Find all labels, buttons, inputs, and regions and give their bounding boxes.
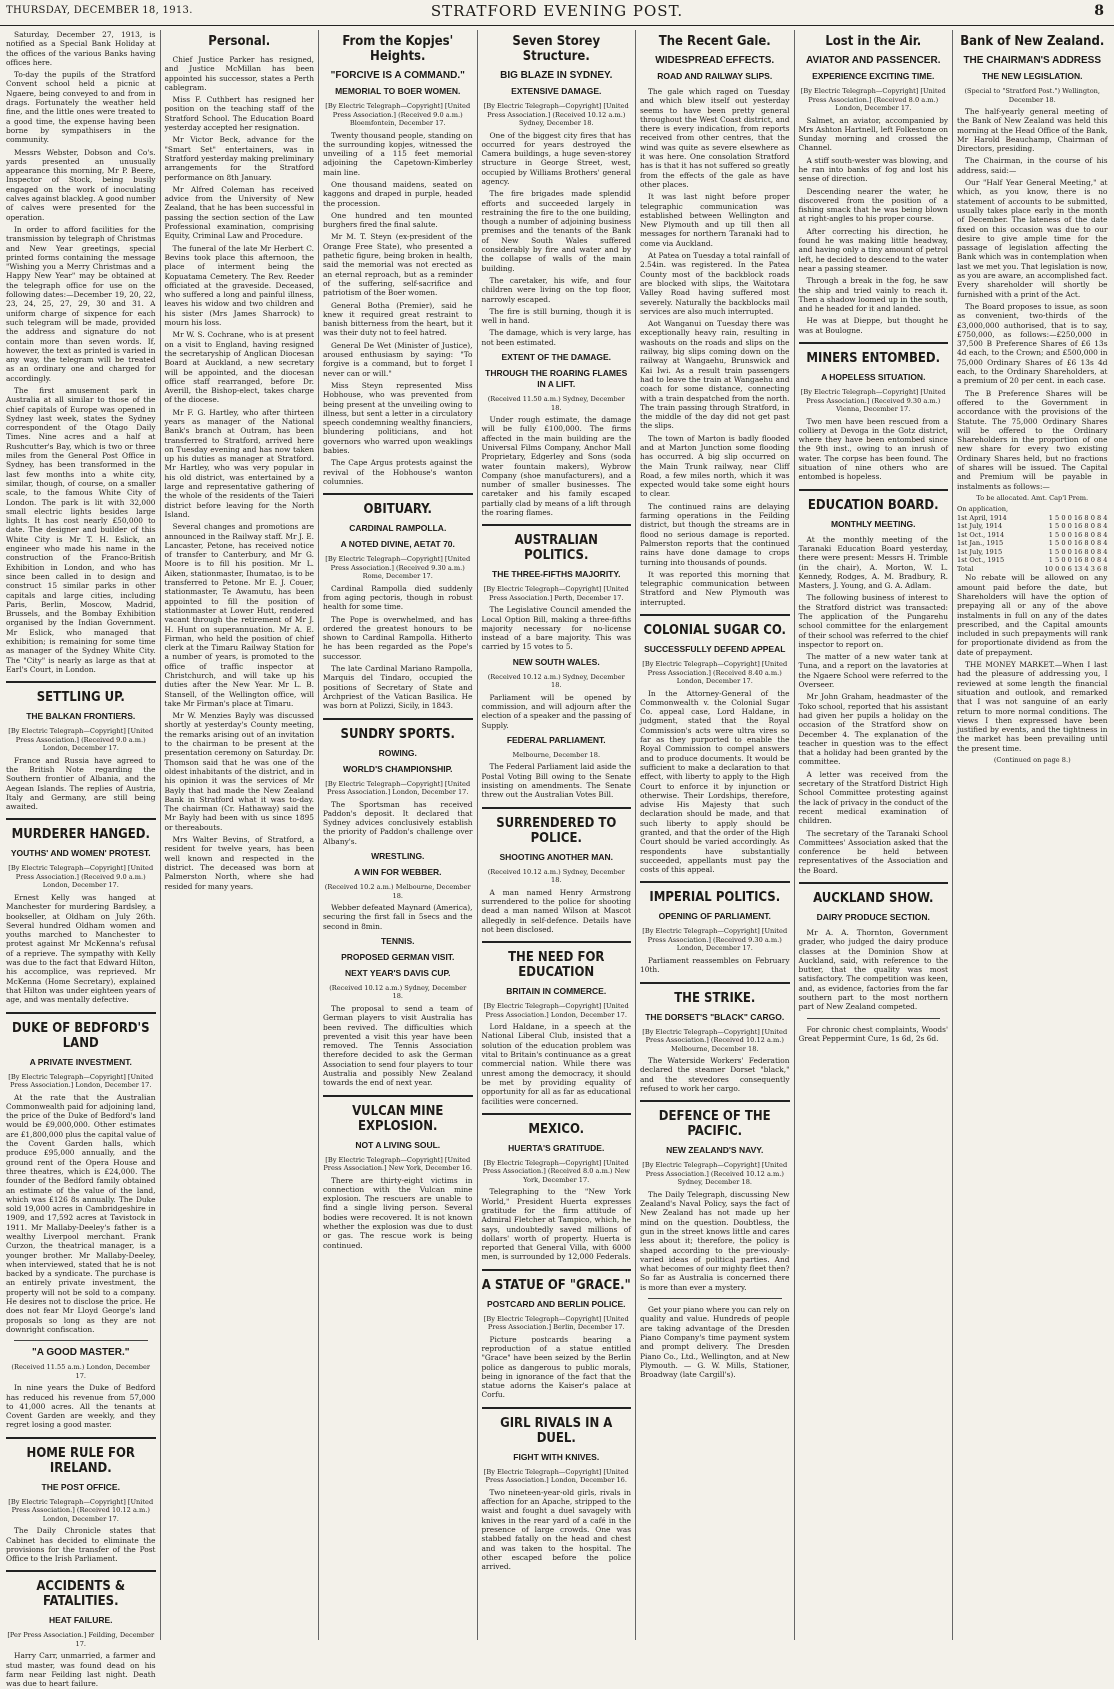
article-paragraph: The proposal to send a team of German players to visit Australia has been revived. The difficulties which prevented a visit this year have been removed. The Tennis Association therefore decided to ask the German Association to send four players to tour Australia and possibly New Zealand towards the end of next year. (323, 1003, 473, 1088)
dateline: [By Electric Telegraph—Copyright] [United Press Association.] (Received 8.0 a.m.) London, December 17. (800, 87, 946, 112)
dateline: (Received 11.50 a.m.) Sydney, December 18. (487, 395, 625, 412)
article-subheading: EXTENSIVE DAMAGE. (511, 86, 602, 96)
dateline: [By Electric Telegraph—Copyright] [United Press Association.] (Received 10.12 a.m.) London, December 17. (8, 1497, 154, 1523)
table-row: 1st April, 1914 1 5 0 0 16 8 0 8 4 (957, 513, 1108, 522)
article-paragraph: Mr Alfred Coleman has received advice from the University of New Zealand, that he has been successful in passing the section section of the Law Professional examination, comprising Equity, Criminal Law and Procedure. (164, 184, 314, 241)
article-subheading: MEMORIAL TO BOER WOMEN. (335, 86, 461, 96)
article-subheading: NEW SOUTH WALES. (512, 656, 600, 667)
article-subheading: A WIN FOR WEBBER. (353, 867, 442, 878)
divider (799, 489, 949, 491)
article-paragraph: One thousand maidens, seated on kaggons and draped in purple, headed the procession. (323, 179, 473, 208)
article-paragraph: The Chairman, in the course of his address, said:— (957, 156, 1108, 175)
article-paragraph: At the monthly meeting of the Taranaki Education Board yesterday, there were present: Messrs H. Trimble (in the chair), A. Morton, W. L. Kennedy, Rodges, A. M. Bradbury, R. Masters, J. Young, and G. A. Adlam. (798, 534, 948, 591)
dateline: (Received 11.55 a.m.) London, December 17. (11, 1363, 151, 1380)
divider (482, 1269, 632, 1271)
article-paragraph: After correcting his direction, he found he was making little headway, and having only a tiny amount of petrol left, he decided to descend to the water near a passing steamer. (798, 226, 948, 273)
article-subheading: "FORCIVE IS A COMMAND." (330, 70, 465, 81)
article-headline: Personal. (208, 34, 271, 49)
article-headline: The Recent Gale. (658, 34, 771, 49)
divider (6, 1437, 156, 1439)
article-paragraph: The Daily Chronicle states that Cabinet has decided to eliminate the provisions for the transfer of the Post Office to the Irish Parliament. (6, 1526, 156, 1564)
article-headline: ACCIDENTS & FATALITIES. (36, 1579, 126, 1610)
masthead (0, 0, 1114, 26)
article-subheading: TENNIS. (380, 935, 415, 946)
article-headline: MEXICO. (528, 1121, 585, 1137)
divider (482, 1407, 632, 1409)
article-paragraph: No rebate will be allowed on any amount paid before the date, but Shareholders will have the option of prepaying all or any of the above instalments in full on any of the dates prescribed, and the Capital amounts included in such prepayments will rank for proportionate dividend as from the date of prepayment. (957, 573, 1108, 657)
divider (799, 342, 949, 344)
article-paragraph: Saturday, December 27, 1913, is notified as a Special Bank Holiday at the offices of the various Banks having offices here. (6, 30, 156, 67)
column-7 (953, 30, 1112, 1640)
article-subheading: ROAD AND RAILWAY SLIPS. (657, 71, 773, 81)
issue-date: THURSDAY, DECEMBER 18, 1913. (6, 5, 193, 16)
article-subheading: WRESTLING. (371, 851, 425, 862)
columns (2, 30, 1112, 1689)
article-subheading: "A GOOD MASTER." (32, 1347, 130, 1359)
column-1 (2, 30, 161, 1689)
article-paragraph: The funeral of the late Mr Herbert C. Bevins took place this afternoon, the place of interment being the Kopuatama Cemetery. The Rev. Reeder officiated at the graveside. Deceased, who suffered a long and painful illness, leaves his widow and two children and his sister (Mrs James Sharrock) to mourn his loss. (164, 243, 314, 328)
article-paragraph: The half-yearly general meeting of the Bank of New Zealand was held this morning at the Head Office of the Bank, Mr Harold Beauchamp, Chairman of Directors, presiding. (957, 107, 1108, 154)
dateline: [By Electric Telegraph—Copyright] [United Press Association.] (Received 9.30 a.m.) London, December 17. (642, 927, 788, 953)
article-subheading: THE DORSET'S "BLACK" CARGO. (645, 1011, 785, 1022)
article-paragraph: Mr F. G. Hartley, who after thirteen years as manager of the National Bank's branch at Outram, has been transferred to Stratford, arrived here on Tuesday evening and has now taken up his duties as manager at Stratford. Mr Hartley, who was very popular in his old district, was entertained by a large and representative gathering of the whole of the residents of the Taieri district before leaving for the North Island. (164, 407, 314, 519)
article-paragraph: The caretaker, his wife, and four children were living on the top floor, narrowly escaped. (481, 275, 631, 304)
article-subheading: WIDESPREAD EFFECTS. (655, 55, 775, 66)
article-paragraph: The late Cardinal Mariano Rampolla, Marquis del Tindaro, occupied the positions of Secretary of State and Archpriest of the Vatican Basilica. He was born at Polizzi, Sicily, in 1843. (323, 664, 473, 711)
article-paragraph: Descending nearer the water, he discovered from the position of a fishing smack that he was being blown at right-angles to his proper course. (798, 186, 948, 224)
article-paragraph: Mr W. Menzies Bayly was discussed shortly at yesterday's County meeting, the remarks arising out of an invitation to the chairman to be present at the presentation ceremony on Saturday. Dr. Thomson said that he was one of the oldest inhabitants of the district, and in his opinion it was the services of Mr Bayly that had made the New Zealand Bank in Stratford what it was to-day. The chairman (Cr. Hathaway) said the Mr Bayly had been with us since 1895 or thereabouts. (164, 711, 314, 832)
column-5 (636, 30, 795, 1640)
article-paragraph: The Federal Parliament laid aside the Postal Voting Bill owing to the Senate insisting on amendments. The Senate threw out the Australian Votes Bill. (481, 762, 631, 800)
article-paragraph: The damage, which is very large, has not been estimated. (481, 328, 631, 347)
article-headline: SURRENDERED TO POLICE. (496, 815, 617, 846)
article-headline: COLONIAL SUGAR CO. (643, 623, 786, 639)
article-headline: DEFENCE OF THE PACIFIC. (658, 1109, 771, 1140)
article-paragraph: There are thirty-eight victims in connection with the Vulcan mine explosion. The rescuers are unable to find a single living person. Several bodies were recovered. It is not known whether the explosion was due to dust or gas. The rescue work is being continued. (323, 1175, 473, 1250)
table-row: On application, (957, 505, 1009, 514)
article-paragraph: Several changes and promotions are announced in the Railway staff. Mr J. E. Lancaster, Petone, has received notice of transfer to Canterbury, and Mr G. Moore is to fill his position. Mr L. Aiken, stationmaster, Ihumatao, is to be transferred to Petone. Mr E. J. Couer, stationmaster, Te Awamutu, has been appointed to fill the position of stationmaster at Lower Hutt, rendered vacant through the retirement of Mr J. H. Hunt on superannuation. Mr A. E. Firman, who held the position of chief clerk at the Timaru Railway Station for a number of years, is promoted to the office of traffic inspector at Christchurch, and will take up his duties after the New Year. Mr L. B. Stansell, of the Wellington office, will take Mr Firman's place at Timaru. (164, 522, 314, 708)
dateline: [By Electric Telegraph—Copyright] [United Press Association.] (Received 9.0 a.m.) London, December 17. (8, 727, 154, 753)
article-paragraph: Our "Half Year General Meeting," at which, as you know, there is no statement of accounts to be submitted, usually takes place early in the month of December. The lateness of the date fixed on this occasion was due to our desire to give ample time for the passage of legislation affecting the Bank which was in contemplation when last we met you. That legislation is now, as you are aware, an accomplished fact. Every shareholder will shortly be furnished with a print of the Act. (957, 178, 1108, 299)
article-paragraph: In order to afford facilities for the transmission by telegraph of Christmas and New Year greetings, special printed forms containing the message "Wishing you a Merry Christmas and a Happy New Year" may be obtained at the telegraph office for use on the following dates:—December 19, 20, 22, 23, 24, 25, 27, 29, 30 and 31. A uniform charge of sixpence for each such telegram will be made, provided the address and signature do not contain more than seven words. If, however, the text as printed is varied in any way, the telegram will be treated as an ordinary one and charged for accordingly. (6, 224, 156, 383)
article-paragraph: The following business of interest to the Stratford district was transacted: The application of the Pungarehu school committee for the enlargement of their school was referred to the chief inspector to report on. (798, 593, 948, 649)
dateline: [By Electric Telegraph—Copyright] [United Press Association.] (Received 8.0 a.m.) New York, December 17. (482, 1158, 630, 1184)
article-paragraph: France and Russia have agreed to the British Note regarding the Southern frontier of Albania, and the Aegean Islands. The replies of Austria, Italy and Germany, are still being awaited. (6, 755, 156, 812)
article-paragraph: Ernest Kelly was hanged at Manchester for murdering Bardsley, a bookseller, at Oldham on July 26th. Several hundred Oldham women and youths marched to Manchester to protest against Mr McKenna's refusal of a reprieve. The sympathy with Kelly was due to the fact that Edward Hilton, his accomplice, was reprieved. Mr McKenna (Home Secretary), explained that Hilton was under eighteen years of age, and was mentally defective. (6, 892, 156, 1005)
article-headline: Bank of New Zealand. (960, 34, 1105, 49)
article-paragraph: Mr M. T. Steyn (ex-president of the Orange Free State), who presented a pathetic figure, being broken in health, said the memorial was not erected as an eternal reproach, but as a reminder of the suffering, self-sacrifice and patriotism of the Boer women. (323, 232, 473, 298)
divider (482, 807, 632, 809)
article-headline: MURDERER HANGED. (11, 827, 150, 843)
article-headline: AUSTRALIAN POLITICS. (514, 533, 598, 564)
article-paragraph: Telegraphing to the "New York World," President Huerta expresses gratitude for the firm attitude of Admiral Fletcher at Tampico, which, he says, undoubtedly saved millions of dollars' worth of property. Huerta is reported that General Villa, with 6000 men, is surrounded by 12,000 Federals. (481, 1187, 631, 1262)
dateline: [By Electric Telegraph—Copyright] [United Press Association.] (Received 10.12 a.m.) Sydney, December 18. (642, 1161, 788, 1187)
article-paragraph: The secretary of the Taranaki School Committees' Association asked that the conference be held between representatives of the Association and the Board. (798, 828, 948, 875)
article-headline: EDUCATION BOARD. (807, 497, 939, 513)
divider (482, 524, 632, 526)
article-paragraph: Aot Wanganui on Tuesday there was exceptionally heavy rain, resulting in washouts on the roads and slips on the railway, big slips coming down on the railway at Wangaehu, Brunswick and Kai Iwi. As a result train passengers had to leave the train at Wangaehu and coach for some distance, connecting with a train despatched from the north. The train passing through Stratford, in the middle of the day did not get past the slips. (640, 319, 790, 431)
article-paragraph: The Daily Telegraph, discussing New Zealand's Naval Policy, says the fact of New Zealand has not made up her mind on the question. Doubtless, the gun in the street knows little and cares less about it; therefore, the policy is shaped according to the pre-viously-varied ideas of political parties. And what becomes of our mighty fleet then? So far as Australia is concerned there is more than ever a mystery. (640, 1189, 790, 1292)
article-subheading: FIGHT WITH KNIVES. (513, 1451, 600, 1462)
divider (807, 1018, 941, 1019)
divider (648, 1298, 782, 1299)
dateline: (Received 10.2 a.m.) Melbourne, December 18. (324, 883, 471, 900)
dateline: [By Electric Telegraph—Copyright] [United Press Association.] (Received 8.40 a.m.) London, December 17. (642, 660, 788, 686)
divider (14, 1340, 148, 1341)
article-paragraph: It was last night before proper telegraphic communication was established between Wellington and New Plymouth and up till then all messages for northern Taranaki had to come via Auckland. (640, 192, 790, 248)
article-paragraph: Lord Haldane, in a speech at the National Liberal Club, insisted that a solution of the education problem was vital to Britain's continuance as a great commercial nation. While there was unrest among the democracy, it should be met by providing equality of opportunity for all as far as educational facilities were concerned. (481, 1022, 631, 1106)
dateline: (Received 10.12 a.m.) Sydney, December 18. (487, 867, 625, 885)
article-paragraph: Chief Justice Parker has resigned, and Justice McMillan has been appointed his successor, states a Perth cablegram. (164, 55, 314, 92)
article-headline: Seven Storey Structure. (512, 34, 601, 64)
advertisement: For chronic chest complaints, Woods' Great Peppermint Cure, 1s 6d, 2s 6d. (798, 1024, 948, 1043)
dateline: [By Electric Telegraph—Copyright] [United Press Association.] (Received 9.30 a.m.) Vienna, December 17. (800, 388, 946, 414)
page-number: 8 (1094, 3, 1104, 19)
dateline: [By Electric Telegraph—Copyright] [United Press Association.] London, December 17. (325, 779, 471, 797)
article-paragraph: The Legislative Council amended the Local Option Bill, making a three-fifths majority necessary for no-license instead of a bare majority. This was carried by 15 votes to 5. (481, 605, 631, 652)
article-paragraph: At Patea on Tuesday a total rainfall of 2.54in. was registered. In the Patea County most of the backblock roads are blocked with slips, the Waitotara Valley Road having suffered most severely. Naturally the backblocks mail services are also much interrupted. (640, 251, 790, 316)
article-paragraph: The Board proposes to issue, as soon as convenient, two-thirds of the £3,000,000 authorised, that is to say, £750,000, as follows:—£250,000 in 37,500 B Preference Shares of £6 13s 4d each, to the Crown; and £500,000 in 75,000 Ordinary Shares of £6 13s 4d each, to the Ordinary Shareholders, at a premium of 20 per cent. in each case. (957, 301, 1108, 386)
article-paragraph: The first amusement park in Australia at all similar to those of the chief capitals of Europe was opened in Sydney last week, states the Sydney correspondent of the Otago Daily Times. Nine acres and a half at Rushcutter's Bay, which is two or three miles from the General Post Office in Sydney, has been transformed in the last few months into a white city, similar, though, of course, on a smaller scale, to the famous White City of London. The park is lit with 32,000 small electric lights besides large lights. It has cost nearly £50,000 to date. The designer and builder of this White City is Mr T. H. Eslick, an engineer who made his name in the construction of the Franco-British Exhibition in London, and who has since been called in to design and construct 15 similar parks in other capitals and large cities, including Paris, Berlin, Moscow, Madrid, Brussels, and the Bombay Exhibition organised by the Indian Government. Mr Eslick, who managed that exhibition; is remaining for some time as manager of the Sydney White City. The "City" is nearly as large as that at Earl's Court, in London. (6, 385, 156, 674)
article-paragraph: Harry Carr, unmarried, a farmer and stud master, was found dead on his farm near Feilding last night. Death was due to heart failure. (6, 1651, 156, 1689)
article-headline: OBITUARY. (363, 502, 432, 518)
article-headline: THE NEED FOR EDUCATION (508, 950, 605, 981)
divider (323, 1095, 473, 1097)
article-subheading: NOT A LIVING SOUL. (355, 1139, 441, 1150)
article-paragraph: The town of Marton is badly flooded and at Marton Junction some flooding has occurred. A big slip occurred on the Main Trunk railway, near Cliff Road, a few miles north, which it was expected would take some eight hours to clear. (640, 433, 790, 499)
article-subheading: MONTHLY MEETING. (830, 518, 916, 529)
article-paragraph: Cardinal Rampolla died suddenly from aging pectoris, though in robust health for some time. (323, 583, 473, 612)
article-paragraph: At the rate that the Australian Commonwealth paid for adjoining land, the price of the Duke of Bedford's land would be £9,000,000. Other estimates are £1,800,000 plus the capital value of the Covent Garden halls, which produce £95,000 annually, and the ground rent of the Opera House and three theatres, which is £24,000. The founder of the Bedford family obtained an estimate of the value of the land, which was £126 8s annually. The Duke sold 19,000 acres in Cambridgeshire in 1909, and 17,592 acres at Tavistock in 1911. Mr Mallaby-Deeley's father is a wealthy Liverpool merchant. Frank Curzon, the theatrical manager, is a younger brother. Mr Mallaby-Deeley, when interviewed, stated that he is not backed by a syndicate. The purchase is an entirely private investment, the property will not be sold to a company. He desires not to disclose the price. He does not fear Mr Lloyd George's land proposals so long as they are not downright confiscation. (6, 1092, 156, 1334)
article-paragraph: One of the biggest city fires that has occurred for years destroyed the Camera buildings, a huge seven-storey structure in George Street, west, occupied by Williams Brothers' general agency. (481, 130, 631, 186)
divider (640, 881, 790, 883)
dateline: [By Electric Telegraph—Copyright] [United Press Association.] (Received 9.0 a.m.) London, December 17. (8, 864, 154, 890)
divider (640, 614, 790, 616)
article-headline: IMPERIAL POLITICS. (649, 890, 781, 906)
article-subheading: YOUTHS' AND WOMEN' PROTEST. (10, 848, 151, 859)
article-subheading: A NOTED DIVINE, AETAT 70. (340, 539, 455, 550)
article-paragraph: The Pope is overwhelmed, and has ordered the greatest honours to be shown to Cardinal Rampolla. Hitherto he has been regarded as the Pope's successor. (323, 614, 473, 661)
divider (323, 493, 473, 495)
article-headline: SETTLING UP. (36, 690, 125, 706)
article-subheading: SHOOTING ANOTHER MAN. (499, 851, 613, 862)
advertisement: Get your piano where you can rely on quality and value. Hundreds of people are taking advantage of the Dresden Piano Company's time payment system and prompt delivery. The Dresden Piano Co., Ltd., Wellington, and at New Plymouth. — G. W. Mills, Stationer, Broadway (late Cargill's). (640, 1305, 790, 1380)
article-paragraph: The Sportsman has received Paddon's deposit. It declared that Sydney advices conclusively establish the priority of Paddon's challenge over Albany's. (323, 799, 473, 846)
article-paragraph: A man named Henry Armstrong surrendered to the police for shooting dead a man named Wilson at Mascot allegedly in self-defence. Details have not been disclosed. (481, 887, 631, 934)
article-headline: SUNDRY SPORTS. (340, 726, 455, 742)
article-subheading: THROUGH THE ROARING FLAMES IN A LIFT. (485, 368, 628, 390)
dateline: [By Electric Telegraph—Copyright] [United Press Association.] (Received 10.12 a.m.) Melbourne, December 18. (642, 1027, 788, 1053)
dateline: [By Electric Telegraph—Copyright] [United Press Association.] (Received 9.30 a.m.) Rome, December 17. (325, 555, 471, 581)
dateline: [By Electric Telegraph—Copyright] [United Press Association.] London, December 17. (483, 1002, 629, 1019)
article-headline: THE STRIKE. (674, 990, 756, 1006)
article-paragraph: One hundred and ten mounted burghers fired the final salute. (323, 210, 473, 230)
article-paragraph: In nine years the Duke of Bedford has reduced his revenue from 57,000 to 41,000 acres. All the tenants at Covent Garden are weekly, and they regret losing a good master. (6, 1383, 156, 1430)
dateline: (Received 10.12 a.m.) Sydney, December 18. (487, 672, 625, 690)
article-subheading: HEAT FAILURE. (48, 1615, 113, 1626)
article-paragraph: Mr Victor Beck, advance for the "Smart Set" entertainers, was in Stratford yesterday making preliminary arrangements for the Stratford performance on 8th January. (164, 135, 314, 182)
article-headline: GIRL RIVALS IN A DUEL. (500, 1415, 613, 1446)
dateline: [Per Press Association.] Feilding, December 17. (7, 1631, 155, 1648)
article-paragraph: Salmet, an aviator, accompanied by Mrs Ashton Hartnell, left Folkestone on Sunday morning and crossed the Channel. (798, 115, 948, 153)
table-row: 1st July, 1915 1 5 0 0 16 8 0 8 4 (957, 547, 1108, 556)
article-paragraph: The Cape Argus protests against the revival of the Hobhouse's wanton columnies. (323, 458, 473, 486)
article-paragraph: Messrs Webster, Dobson and Co's. yards presented an unusually appearance this morning, Mr P. Beere, Inspector of Stock, being busily engaged on the work of inoculating calves against blackleg. A good number of calves were presented for the operation. (6, 147, 156, 222)
article-headline: DUKE OF BEDFORD'S LAND (11, 1020, 150, 1051)
dateline: [By Electric Telegraph—Copyright] [United Press Association.] New York, December 16. (323, 1155, 473, 1173)
table-row: 1st Oct., 1915 1 5 0 0 16 8 0 8 4 (957, 556, 1108, 565)
article-headline: HOME RULE FOR IRELAND. (26, 1445, 135, 1476)
dateline: [By Electric Telegraph—Copyright] [United Press Association.] London, December 16. (483, 1467, 629, 1485)
article-paragraph: General De Wet (Minister of Justice), aroused enthusiasm by saying: "To forgive is a command, but to forget I never can or will." (323, 340, 473, 378)
dateline: [By Electric Telegraph—Copyright] [United Press Association.] London, December 17. (8, 1072, 154, 1090)
article-subheading: THE BALKAN FRONTIERS. (26, 711, 136, 722)
divider (6, 1012, 156, 1014)
column-4 (478, 30, 637, 1640)
article-subheading: THE POST OFFICE. (41, 1481, 120, 1492)
allocation-heading: To be allocated. Amt. Cap'l Prem. (976, 493, 1089, 502)
article-paragraph: Mr W. S. Cochrane, who is at present on a visit to England, having resigned the secretaryship of Anglican Diocesan Board at Auckland, a new secretary will be appointed, and the diocesan office staff rearranged, before Dr. Averill, the Bishop-elect, takes charge of the diocese. (164, 330, 314, 405)
article-paragraph: Parliament will be opened by commission, and will adjourn after the election of a speaker and the passing of Supply. (481, 692, 631, 730)
article-subheading: EXTENT OF THE DAMAGE. (501, 352, 612, 363)
dateline: [By Electric Telegraph—Copyright] [United Press Association.] (Received 10.12 a.m.) Sydney, December 18. (483, 102, 629, 127)
article-paragraph: THE MONEY MARKET.—When I last had the pleasure of addressing you, I reviewed at some length the financial situation and outlook, and remarked that I was not sanguine of an early return to more normal conditions. The views I then expressed have been justified by events, and the tightness in the market has been prevailing until the present time. (957, 660, 1108, 753)
article-paragraph: Under rough estimate, the damage will be fully £100,000. The firms affected in the main building are the Universal Films Company, Anchor Mall Proprietary, Edgerley and Sons (soda water fountain makers), Wybrow Company (shoe manufacturers), and a number of smaller businesses. The caretaker and his family escaped partially clad by means of a lift through the roaring flames. (481, 415, 631, 517)
article-subheading: EXPERIENCE EXCITING TIME. (812, 71, 935, 81)
article-paragraph: Mr John Graham, headmaster of the Toko school, reported that his assistant had given her pupils a holiday on the occasion of the Stratford show on December 4. The explanation of the teacher in question was to the effect that a holiday had been granted by the committee. (798, 692, 948, 767)
continued-note: (Continued on page 8.) (993, 756, 1071, 765)
article-headline: AUCKLAND SHOW. (813, 891, 934, 906)
article-paragraph: Twenty thousand people, standing on the surrounding kopjes, witnessed the unveiling of a 115 feet memorial adjoining the Capetown-Kimberley main line. (323, 130, 473, 177)
article-subheading: A HOPELESS SITUATION. (821, 372, 926, 383)
table-row: 1st July, 1914 1 5 0 0 16 8 0 8 4 (957, 522, 1108, 531)
dateline: (Received 10.12 a.m.) Sydney, December 18. (329, 983, 467, 1001)
article-subheading: ROWING. (378, 747, 417, 758)
dateline: [By Electric Telegraph—Copyright] [United Press Association.] Berlin, December 17. (483, 1314, 629, 1332)
article-subheading: THE NEW LEGISLATION. (982, 71, 1083, 81)
article-paragraph: Miss F. Cuthbert has resigned her position on the teaching staff of the Stratford School. The Education Board yesterday accepted her resignation. (164, 95, 314, 133)
article-subheading: POSTCARD AND BERLIN POLICE. (486, 1298, 626, 1309)
divider (482, 1113, 632, 1115)
divider (640, 982, 790, 984)
article-subheading: A PRIVATE INVESTMENT. (29, 1056, 132, 1067)
article-paragraph: Webber defeated Maynard (America), securing the first fall in 5secs and the second in 8min. (323, 903, 473, 931)
article-subheading: OPENING OF PARLIAMENT. (658, 911, 771, 922)
article-subheading: HUERTA'S GRATITUDE. (508, 1142, 605, 1153)
article-subheading: CARDINAL RAMPOLLA. (349, 523, 447, 534)
article-subheading: BIG BLAZE IN SYDNEY. (500, 70, 613, 81)
article-headline: From the Kopjes' Heights. (342, 34, 454, 64)
dateline: [By Electric Telegraph—Copyright] [United Press Association.] Perth, December 17. (483, 585, 629, 602)
article-subheading: THE THREE-FIFTHS MAJORITY. (492, 569, 621, 580)
paper-title: STRATFORD EVENING POST. (430, 2, 684, 20)
article-paragraph: It was reported this morning that telegraphic communication between Stratford and New Plymouth was interrupted. (640, 569, 790, 607)
article-paragraph: The B Preference Shares will be offered to the Government in accordance with the provisions of the Statute. The 75,000 Ordinary Shares will be offered to the Ordinary Shareholders in the proportion of one new share for every two existing Ordinary Shares held, but no fractions of shares will be issued. The Capital and Premium will be payable in instalments as follows:— (957, 388, 1108, 491)
article-subheading: DAIRY PRODUCE SECTION. (816, 912, 930, 922)
article-paragraph: The fire is still burning, though it is well in hand. (481, 306, 631, 326)
article-paragraph: Parliament reassembles on February 10th. (640, 955, 790, 975)
article-paragraph: The fire brigades made splendid efforts and succeeded largely in restraining the fire to the one building, though a number of adjoining business premises and the tenants of the Bank of New South Wales suffered considerably by fire and water and by the collapse of walls of the main building. (481, 189, 631, 273)
column-3 (319, 30, 478, 1640)
article-paragraph: Two men have been rescued from a colliery at Devoga in the Gotz district, where they have been entombed since the 9th inst., owing to an inrush of water. The corpse has been found. The situation of nine others who are entombed is hopeless. (798, 416, 948, 482)
article-paragraph: The matter of a new water tank at Tuna, and a report on the lavatories at the Ngaere School were referred to the Overseer. (798, 652, 948, 690)
article-paragraph: The gale which raged on Tuesday and which blew itself out yesterday seems to have been pretty general throughout the West Coast district, and there is every indication, from reports received from other centres, that the wind was quite as severe elsewhere as it was here. One consolation Stratford has is that it has not suffered so greatly from the effects of the gale as have other places. (640, 87, 790, 189)
divider (6, 681, 156, 683)
article-subheading: BRITAIN IN COMMERCE. (506, 986, 607, 997)
article-paragraph: Through a break in the fog, he saw the ship and tried vainly to reach it. Then a shadow loomed up in the south, and he headed for it and landed. (798, 276, 948, 314)
divider (799, 882, 949, 884)
article-paragraph: A letter was received from the secretary of the Stratford District High School Committee protesting against the lack of privacy in the conduct of the recent medical examination of children. (798, 769, 948, 826)
article-headline: MINERS ENTOMBED. (806, 351, 941, 367)
article-paragraph: He was at Dieppe, but thought he was at Boulogne. (798, 316, 948, 335)
article-headline: A STATUE OF "GRACE." (481, 1277, 631, 1293)
article-subheading: AVIATOR AND PASSENCER. (806, 55, 941, 66)
article-subheading: FEDERAL PARLIAMENT. (506, 734, 606, 745)
divider (323, 718, 473, 720)
divider (6, 818, 156, 820)
article-paragraph: General Botha (Premier), said he knew it required great restraint to banish bitterness from the heart, but it was their duty not to feel hatred. (323, 300, 473, 338)
article-paragraph: Two nineteen-year-old girls, rivals in affection for an Apache, stripped to the waist and fought a duel savagely with knives in the rear yard of a café in the presence of large crowds. One was stabbed fatally on the head and chest and was taken to the hospital. The other escaped before the police arrived. (481, 1487, 631, 1572)
article-headline: VULCAN MINE EXPLOSION. (352, 1103, 444, 1134)
table-row: 1st Jan., 1915 1 5 0 0 16 8 0 8 4 (957, 539, 1108, 548)
article-subheading: SUCCESSFULLY DEFEND APPEAL (644, 644, 786, 655)
article-subheading: NEXT YEAR'S DAVIS CUP. (345, 967, 451, 978)
article-paragraph: The continued rains are delaying farming operations in the Feilding district, but though the streams are in flood no serious damage is reported. Palmerston reports that the continued rains have done damage to crops turning into thousands of pounds. (640, 501, 790, 567)
table-row: Total 10 0 0 6 13 4 3 6 8 (957, 564, 1108, 573)
article-paragraph: A stiff south-wester was blowing, and he ran into banks of fog and lost his sense of direction. (798, 155, 948, 184)
article-subheading: PROPOSED GERMAN VISIT. (341, 951, 455, 962)
table-row: 1st Oct., 1914 1 5 0 0 16 8 0 8 4 (957, 530, 1108, 539)
article-paragraph: In the Attorney-General of the Commonwealth v. the Colonial Sugar Co. appeal case, Lord Haldane, in judgment, stated that the Royal Commission's acts were ultra vires so far as they purported to enable the Royal Commission to compel answers and to produce documents. It would be sufficient to make a declaration to that effect, with liberty to apply to the High Court to enforce it by injunction or otherwise. Their Lordships, therefore, advise His Majesty that such declaration should be made, and that such liberty to apply should be granted, and that the order of the High Court should be varied accordingly. As respondents have substantially succeeded, appellants must pay the costs of this appeal. (640, 688, 790, 875)
article-subheading: NEW ZEALAND'S NAVY. (666, 1145, 764, 1156)
article-paragraph: To-day the pupils of the Stratford Convent school held a picnic at Ngaere, being conveyed to and from in drags. Fortunately the weather held fine, and the little ones were treated to a good time, the expense having been borne by sympathisers in the community. (6, 70, 156, 145)
article-paragraph: Miss Steyn represented Miss Hobhouse, who was prevented from being present at the unveiling owing to illness, but sent a letter in a circulatory speech condemning wealthy financiers, blundering politicians, and hot governors who warred upon weaklings babies. (323, 380, 473, 455)
article-headline: Lost in the Air. (825, 34, 922, 49)
article-paragraph: Mrs Walter Bevins, of Stratford, a resident for twelve years, has been well known and respected in the district. The deceased was born at Palmerston North, where she had resided for many years. (164, 835, 314, 891)
column-6 (795, 30, 954, 1640)
article-subheading: THE CHAIRMAN'S ADDRESS (963, 55, 1102, 66)
article-subheading: WORLD'S CHAMPIONSHIP. (342, 763, 453, 774)
article-paragraph: Mr A. A. Thornton, Government grader, who judged the dairy produce classes at the Dominion Show at Auckland, said, with reference to the butter, that the quality was most satisfactory. The competition was keen, and, as evidence, factories from the far southern part to the most northern part of New Zealand competed. (798, 928, 948, 1012)
article-paragraph: The Waterside Workers' Federation declared the steamer Dorset "black," and the stevedores consequently refused to work her cargo. (640, 1056, 790, 1093)
column-2 (161, 30, 320, 1640)
allocation-table (957, 505, 1108, 573)
dateline: [By Electric Telegraph—Copyright] [United Press Association.] (Received 9.0 a.m.) Bloemfontein, December 17. (325, 102, 471, 127)
dateline: (Special to "Stratford Post.") Wellington, December 18. (964, 87, 1101, 104)
divider (640, 1100, 790, 1102)
dateline: Melbourne, December 18. (512, 750, 601, 759)
divider (6, 1570, 156, 1572)
divider (482, 941, 632, 943)
article-paragraph: Picture postcards bearing a reproduction of a statue entitled "Grace" have been seized by the Berlin police as dangerous to public morals, being in ignorance of the fact that the statue adorns the Kaiser's palace at Corfu. (481, 1334, 631, 1400)
